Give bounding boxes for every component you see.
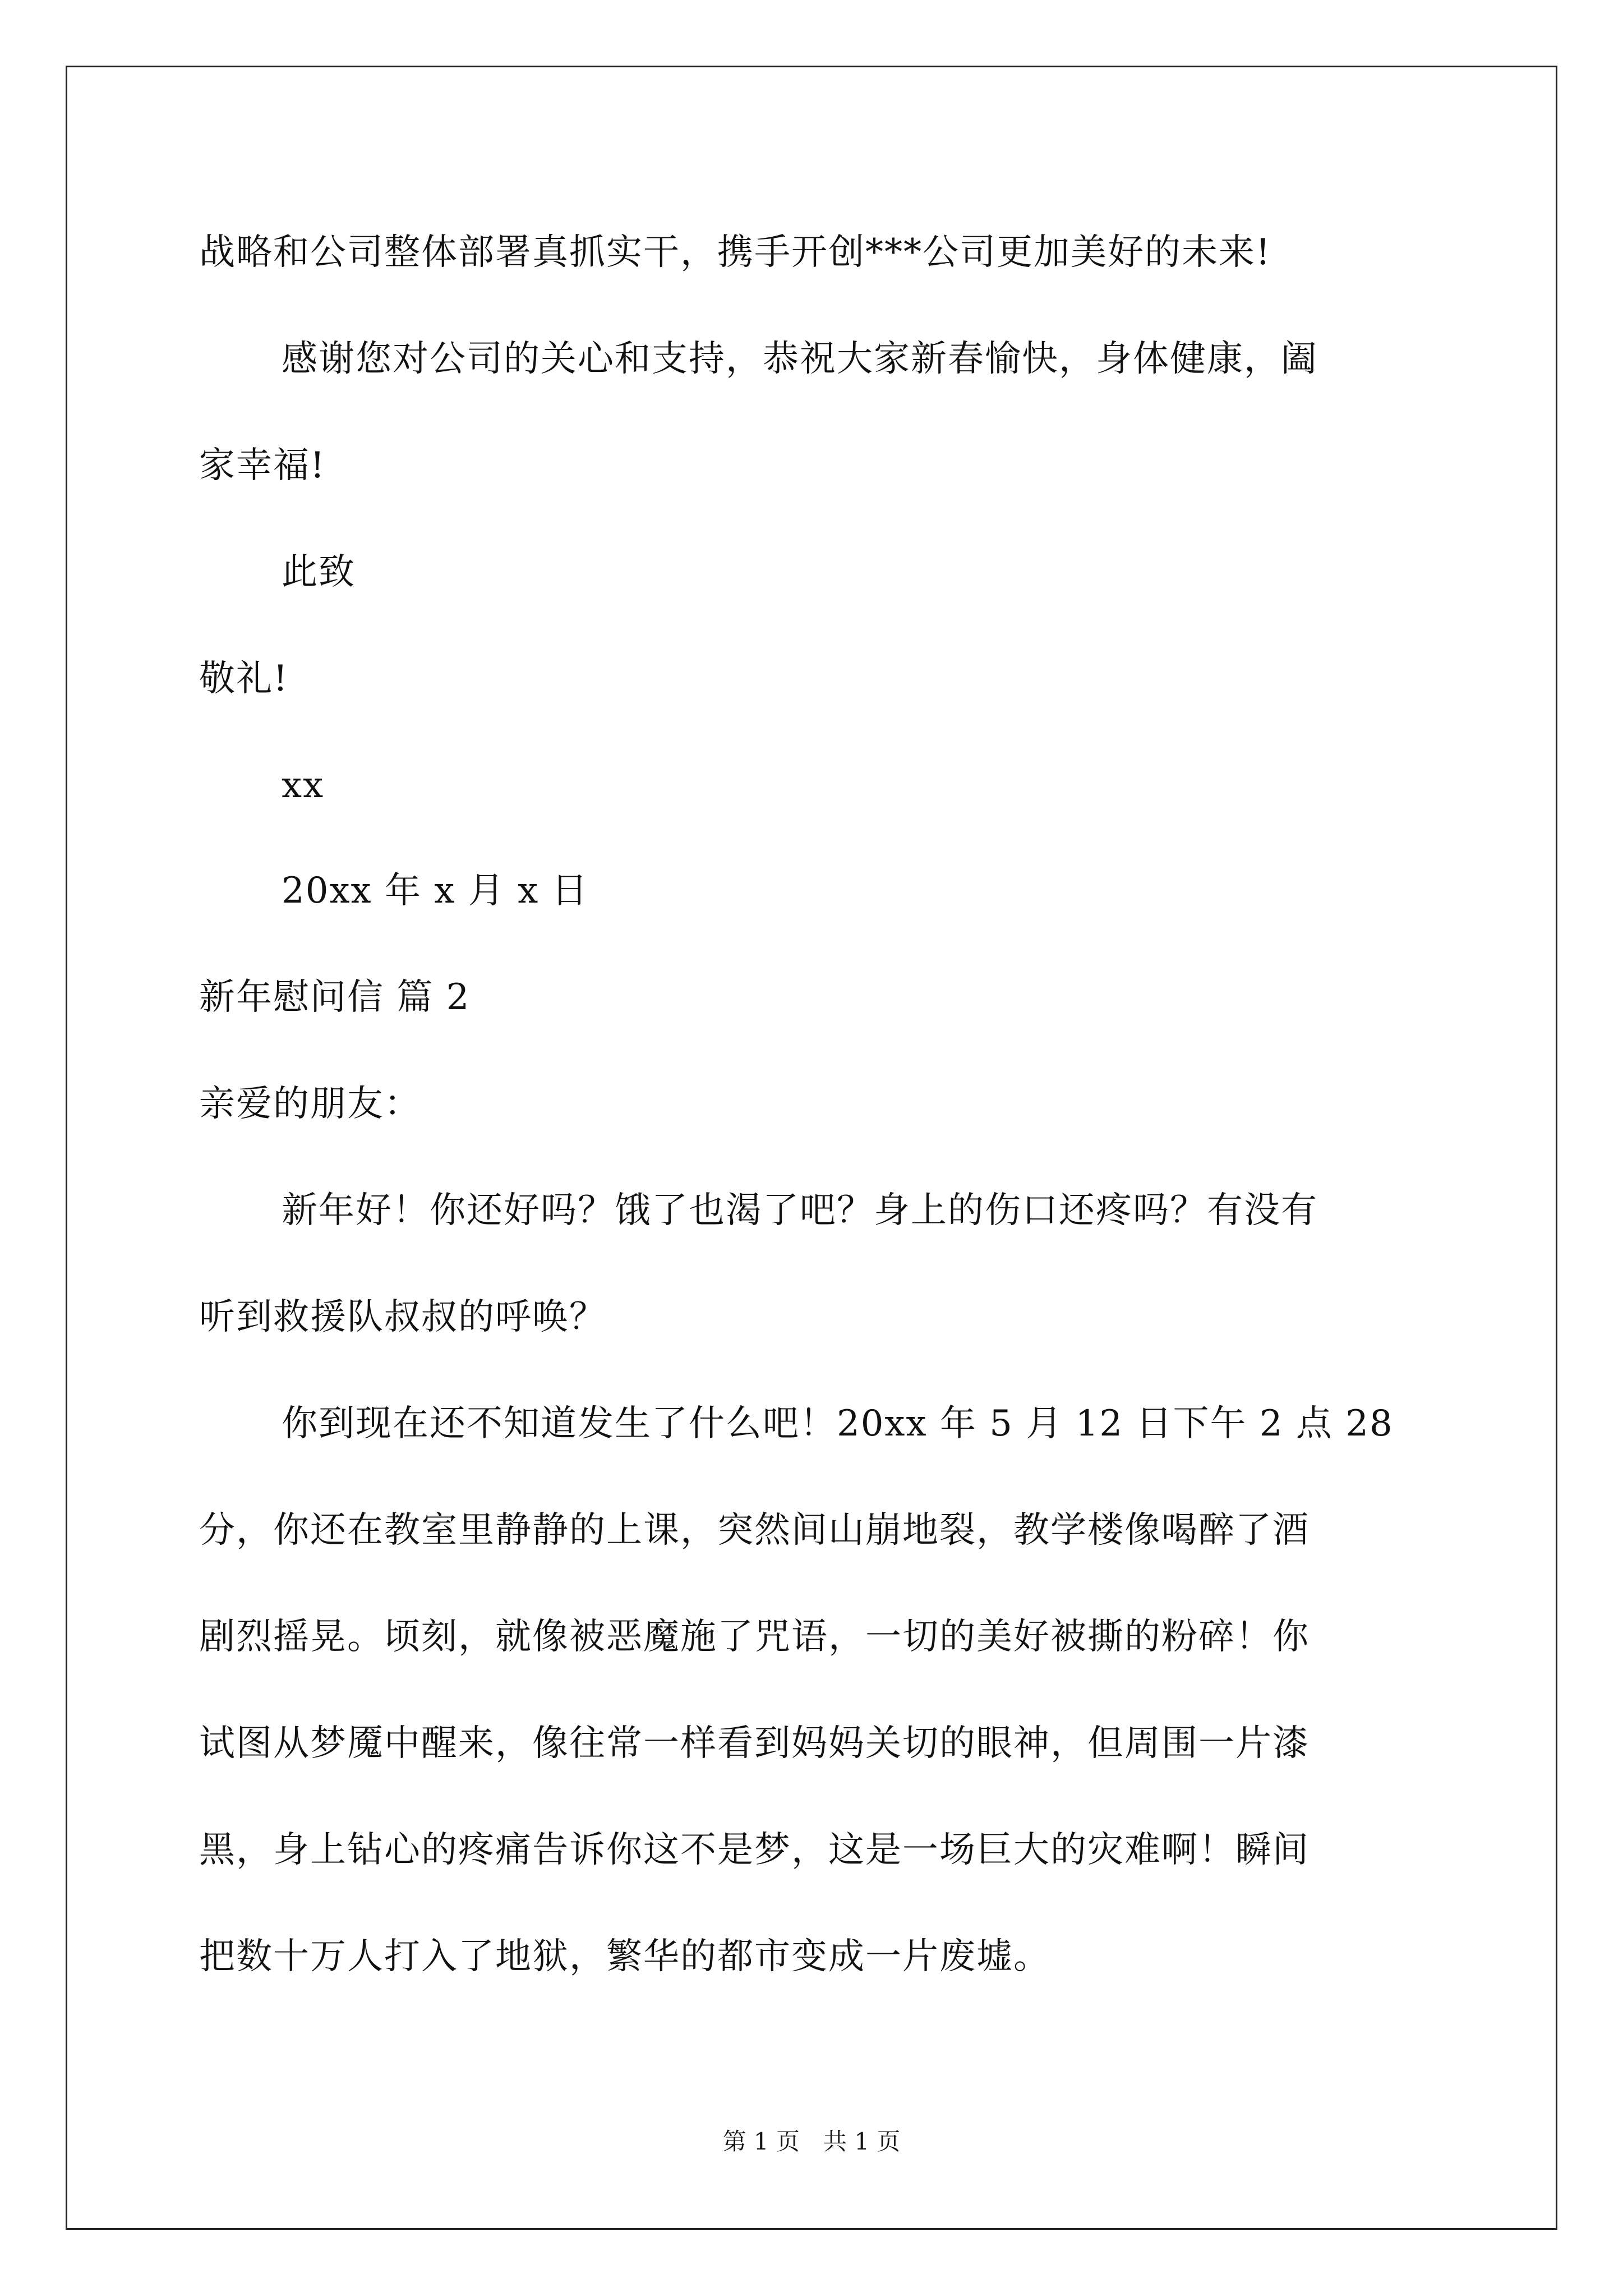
text-line: 家幸福! bbox=[199, 445, 326, 486]
salutation: 亲爱的朋友： bbox=[199, 1083, 421, 1125]
text-line: 黑，身上钻心的疼痛告诉你这不是梦，这是一场巨大的灾难啊！瞬间 bbox=[199, 1829, 1310, 1871]
text-line: 敬礼! bbox=[199, 658, 289, 700]
text-line: 剧烈摇晃。顷刻，就像被恶魔施了咒语，一切的美好被撕的粉碎！你 bbox=[199, 1616, 1310, 1658]
text-line: 听到救援队叔叔的呼唤？ bbox=[199, 1296, 606, 1338]
text-line: 试图从梦魇中醒来，像往常一样看到妈妈关切的眼神，但周围一片漆 bbox=[199, 1723, 1310, 1764]
page-footer: 第 1 页 共 1 页 bbox=[722, 2128, 901, 2155]
text-line: 你到现在还不知道发生了什么吧！20xx 年 5 月 12 日下午 2 点 28 bbox=[282, 1403, 1394, 1444]
text-line: 分，你还在教室里静静的上课，突然间山崩地裂，教学楼像喝醉了酒 bbox=[199, 1510, 1310, 1551]
section-heading: 新年慰问信 篇 2 bbox=[199, 977, 471, 1018]
text-line: 20xx 年 x 月 x 日 bbox=[282, 870, 589, 912]
text-line: 把数十万人打入了地狱，繁华的都市变成一片废墟。 bbox=[199, 1936, 1050, 1977]
text-line: 此致 bbox=[282, 551, 356, 593]
text-line: xx bbox=[282, 765, 325, 806]
text-line: 新年好！你还好吗？饿了也渴了吧？身上的伤口还疼吗？有没有 bbox=[282, 1190, 1318, 1231]
text-line: 感谢您对公司的关心和支持，恭祝大家新春愉快，身体健康，阖 bbox=[282, 338, 1318, 380]
text-line: 战略和公司整体部署真抓实干，携手开创***公司更加美好的未来! bbox=[199, 232, 1271, 273]
page-border bbox=[66, 66, 1557, 2230]
